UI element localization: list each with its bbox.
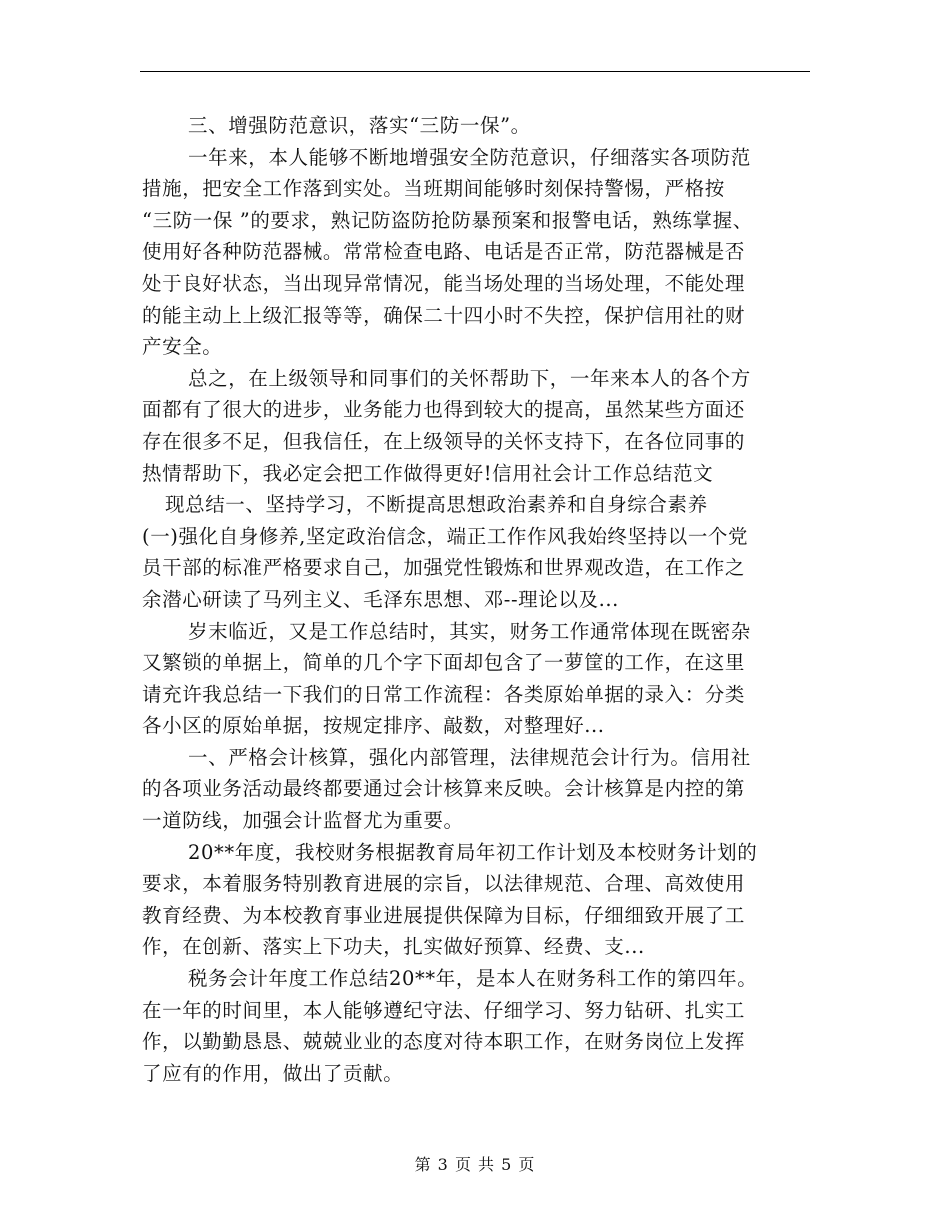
text-line: 员干部的标准严格要求自己，加强党性锻炼和世界观改造，在工作之 [142, 556, 746, 580]
text-line: 岁末临近，又是工作总结时，其实，财务工作通常体现在既密杂 [188, 619, 751, 643]
text-line: 处于良好状态，当出现异常情况，能当场处理的当场处理，不能处理 [142, 271, 746, 295]
page-footer: 第 3 页 共 5 页 [414, 1155, 536, 1174]
text-line: (一)强化自身修养,坚定政治信念，端正工作作风我始终坚持以一个党 [142, 524, 749, 548]
text-line: 税务会计年度工作总结20**年，是本人在财务科工作的第四年。 [188, 967, 758, 991]
text-line: 请充许我总结一下我们的日常工作流程：各类原始单据的录入：分类 [142, 682, 746, 706]
text-line: 余潜心研读了马列主义、毛泽东思想、邓--理论以及... [142, 587, 619, 611]
text-line: 各小区的原始单据，按规定排序、敲数，对整理好... [142, 714, 605, 738]
text-line: 措施，把安全工作落到实处。当班期间能够时刻保持警惕，严格按 [142, 177, 725, 201]
text-line: 热情帮助下，我必定会把工作做得更好!信用社会计工作总结范文 [142, 461, 714, 485]
text-line: 一道防线，加强会计监督尤为重要。 [142, 809, 464, 833]
text-line: 存在很多不足，但我信任，在上级领导的关怀支持下，在各位同事的 [142, 429, 746, 453]
text-line: 在一年的时间里，本人能够遵纪守法、仔细学习、努力钻研、扎实工 [142, 998, 746, 1022]
text-line: 产安全。 [142, 335, 223, 359]
text-line: 使用好各种防范器械。常常检查电路、电话是否正常，防范器械是否 [142, 240, 746, 264]
text-line: “三防一保 ”的要求，熟记防盗防抢防暴预案和报警电话，熟练掌握、 [142, 208, 753, 232]
text-line: 作，以勤勤恳恳、兢兢业业的态度对待本职工作，在财务岗位上发挥 [142, 1030, 746, 1054]
text-line: 20**年度，我校财务根据教育局年初工作计划及本校财务计划的 [188, 840, 758, 864]
text-line: 一、严格会计核算，强化内部管理，法律规范会计行为。信用社 [188, 745, 751, 769]
text-line: 三、增强防范意识，落实“三防一保”。 [188, 114, 531, 137]
text-line: 面都有了很大的进步，业务能力也得到较大的提高，虽然某些方面还 [142, 398, 746, 422]
text-line: 又繁锁的单据上，简单的几个字下面却包含了一萝筐的工作，在这里 [142, 651, 746, 675]
text-line: 要求，本着服务特别教育进展的宗旨，以法律规范、合理、高效使用 [142, 872, 746, 896]
document-body [142, 110, 822, 1089]
text-line: 教育经费、为本校教育事业进展提供保障为目标，仔细细致开展了工 [142, 903, 746, 927]
text-line: 现总结一、坚持学习，不断提高思想政治素养和自身综合素养 [165, 493, 708, 517]
text-line: 的能主动上上级汇报等等，确保二十四小时不失控，保护信用社的财 [142, 303, 746, 327]
text-line: 总之，在上级领导和同事们的关怀帮助下，一年来本人的各个方 [188, 366, 751, 390]
text-line: 一年来，本人能够不断地增强安全防范意识，仔细落实各项防范 [188, 145, 751, 169]
header-rule [140, 71, 810, 72]
text-line: 的各项业务活动最终都要通过会计核算来反映。会计核算是内控的第 [142, 777, 746, 801]
text-line: 作，在创新、落实上下功夫，扎实做好预算、经费、支... [142, 935, 645, 959]
text-line: 了应有的作用，做出了贡献。 [142, 1061, 404, 1085]
